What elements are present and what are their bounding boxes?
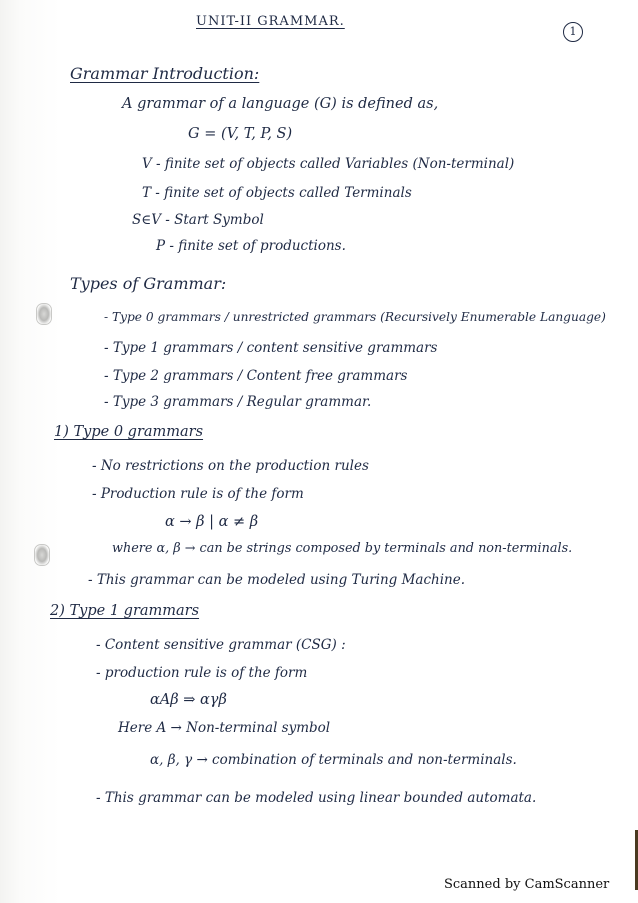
type0-heading: 1) Type 0 grammars — [54, 424, 204, 440]
intro-heading: Grammar Introduction: — [70, 64, 260, 83]
camscanner-watermark: Scanned by CamScanner — [444, 877, 610, 892]
type1-rule: αAβ ⇒ αγβ — [150, 692, 227, 708]
def-terminals: T - finite set of objects called Terminals — [142, 185, 412, 201]
grammar-formula: G = (V, T, P, S) — [188, 126, 293, 142]
types-item-1: - Type 1 grammars / content sensitive grammars — [104, 340, 438, 356]
types-heading: Types of Grammar: — [70, 274, 227, 293]
type0-line-1: - Production rule is of the form — [92, 486, 304, 502]
types-item-3: - Type 3 grammars / Regular grammar. — [104, 394, 372, 410]
type1-line-5: - This grammar can be modeled using linear bounded automata. — [96, 790, 537, 806]
type0-line-0: - No restrictions on the production rules — [92, 458, 369, 474]
def-productions: P - finite set of productions. — [156, 238, 346, 254]
def-variables: V - finite set of objects called Variables (Non-terminal) — [142, 156, 515, 172]
page-title: UNIT-II GRAMMAR. — [196, 14, 345, 29]
type1-heading: 2) Type 1 grammars — [50, 603, 200, 619]
type0-line-4: - This grammar can be modeled using Turing Machine. — [88, 572, 466, 588]
intro-sentence: A grammar of a language (G) is defined as, — [122, 96, 439, 112]
type1-line-4: α, β, γ → combination of terminals and non-terminals. — [150, 752, 517, 768]
types-item-2: - Type 2 grammars / Content free grammars — [104, 368, 408, 384]
types-item-0: - Type 0 grammars / unrestricted grammars (Recursively Enumerable Language) — [104, 310, 606, 324]
binder-hole-bottom — [34, 544, 50, 566]
type1-line-3: Here A → Non-terminal symbol — [118, 720, 331, 736]
type1-line-1: - production rule is of the form — [96, 665, 308, 681]
type0-rule: α → β | α ≠ β — [165, 514, 259, 530]
page-number-badge: 1 — [563, 22, 583, 42]
binder-hole-top — [36, 303, 52, 325]
type0-line-3: where α, β → can be strings composed by terminals and non-terminals. — [112, 541, 573, 556]
def-start-symbol: S∈V - Start Symbol — [132, 212, 264, 228]
type1-line-0: - Content sensitive grammar (CSG) : — [96, 637, 346, 653]
